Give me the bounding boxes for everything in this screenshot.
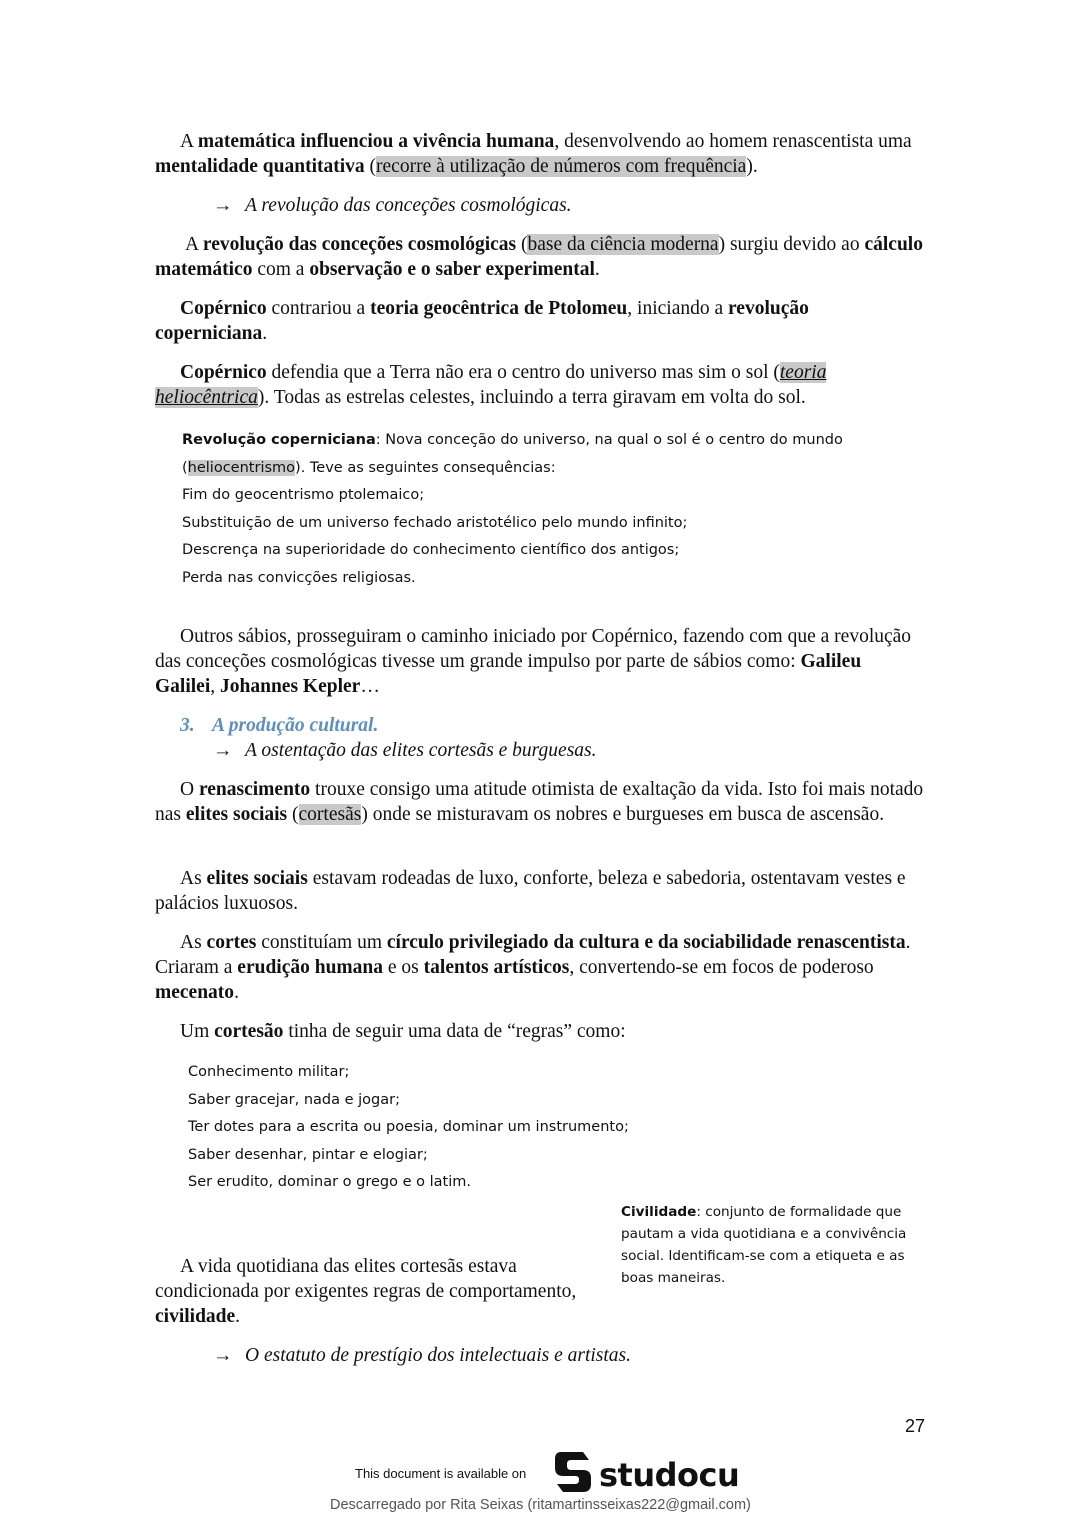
list-item: Saber desenhar, pintar e elogiar;	[188, 1146, 428, 1163]
paragraph-cosmological: A revolução das conceções cosmológicas (base da ciência moderna) surgiu devido ao cálculo matemático com a observação e o saber experimental.	[155, 234, 923, 280]
paragraph-renaissance: O renascimento trouxe consigo uma atitude otimista de exaltação da vida. Isto foi mais notado nas elites sociais (cortesãs) onde se misturavam os nobres e burgueses em busca de ascensão.	[155, 779, 924, 825]
arrow-icon: →	[213, 1345, 233, 1366]
paragraph-copernicus-2: Copérnico defendia que a Terra não era o centro do universo mas sim o sol (teoria heliocêntrica). Todas as estrelas celestes, incluindo a terra giravam em volta do sol.	[155, 362, 827, 408]
civility-definition: Civilidade: conjunto de formalidade que pautam a vida quotidiana e a convivência social. Identificam-se com a etiqueta e as boas maneiras.	[621, 1204, 907, 1286]
section-heading: 3. A produção cultural.	[180, 715, 379, 736]
highlight: cortesãs	[298, 804, 362, 825]
studocu-logo-icon	[553, 1450, 593, 1499]
list-item: Saber gracejar, nada e jogar;	[188, 1091, 400, 1108]
paragraph-other-scholars: Outros sábios, prosseguiram o caminho iniciado por Copérnico, fazendo com que a revolução das conceções cosmológicas tivesse um grande impulso por parte de sábios como: Galileu Galilei, Johannes Kepler…	[155, 626, 912, 697]
arrow-icon: →	[213, 195, 233, 216]
downloaded-by-text: Descarregado por Rita Seixas (ritamartinsseixas222@gmail.com)	[330, 1497, 751, 1513]
paragraph-daily-life: A vida quotidiana das elites cortesãs estava condicionada por exigentes regras de comportamento, civilidade.	[155, 1256, 577, 1327]
paragraph-social-elites: As elites sociais estavam rodeadas de luxo, conforte, beleza e sabedoria, ostentavam vestes e palácios luxuosos.	[155, 868, 906, 914]
list-item: Perda nas convicções religiosas.	[182, 569, 416, 586]
highlight: teoria heliocêntrica	[155, 362, 827, 408]
copernican-revolution-note: Revolução coperniciana: Nova conceção do universo, na qual o sol é o centro do mundo (heliocentrismo). Teve as seguintes consequências: Fim do geocentrismo ptolemaico; Substituição de um universo fechado aristotélico pelo mundo infinito; Descrença na superioridade do conhecimento científico dos antigos; Perda nas convicções religiosas.	[182, 427, 862, 592]
list-item: Descrença na superioridade do conhecimento científico dos antigos;	[182, 542, 680, 558]
availability-text: This document is available on	[355, 1466, 527, 1481]
highlight: base da ciência moderna	[527, 234, 719, 255]
paragraph-mathematics: A matemática influenciou a vivência humana, desenvolvendo ao homem renascentista uma mentalidade quantitativa (recorre à utilização de números com frequência).	[155, 131, 912, 177]
studocu-logo[interactable]	[553, 1450, 739, 1499]
studocu-wordmark: studocu	[599, 1455, 740, 1494]
highlight: recorre à utilização de números com frequência	[376, 156, 747, 177]
subheading-prestige: → O estatuto de prestígio dos intelectuais e artistas.	[213, 1345, 632, 1366]
paragraph-copernicus-1: Copérnico contrariou a teoria geocêntrica de Ptolomeu, iniciando a revolução coperniciana.	[155, 298, 809, 344]
subheading-elites: → A ostentação das elites cortesãs e burguesas.	[213, 740, 597, 761]
list-item: Substituição de um universo fechado aristotélico pelo mundo infinito;	[182, 514, 688, 531]
highlight: heliocentrismo	[187, 459, 296, 476]
paragraph-courtier: Um cortesão tinha de seguir uma data de “regras” como:	[180, 1021, 626, 1042]
list-item: Conhecimento militar;	[188, 1064, 350, 1080]
arrow-icon: →	[213, 740, 233, 761]
list-item: Fim do geocentrismo ptolemaico;	[182, 487, 425, 503]
paragraph-courts: As cortes constituíam um círculo privilegiado da cultura e da sociabilidade renascentista. Criaram a erudição humana e os talentos artísticos, convertendo-se em focos de poderoso mecenato.	[155, 932, 911, 1003]
list-item: Ter dotes para a escrita ou poesia, dominar um instrumento;	[188, 1119, 629, 1135]
page-number: 27	[905, 1416, 926, 1436]
subheading-cosmological-revolution: → A revolução das conceções cosmológicas.	[213, 195, 572, 216]
list-item: Ser erudito, dominar o grego e o latim.	[188, 1174, 471, 1190]
courtier-rules-list	[188, 1059, 868, 1197]
